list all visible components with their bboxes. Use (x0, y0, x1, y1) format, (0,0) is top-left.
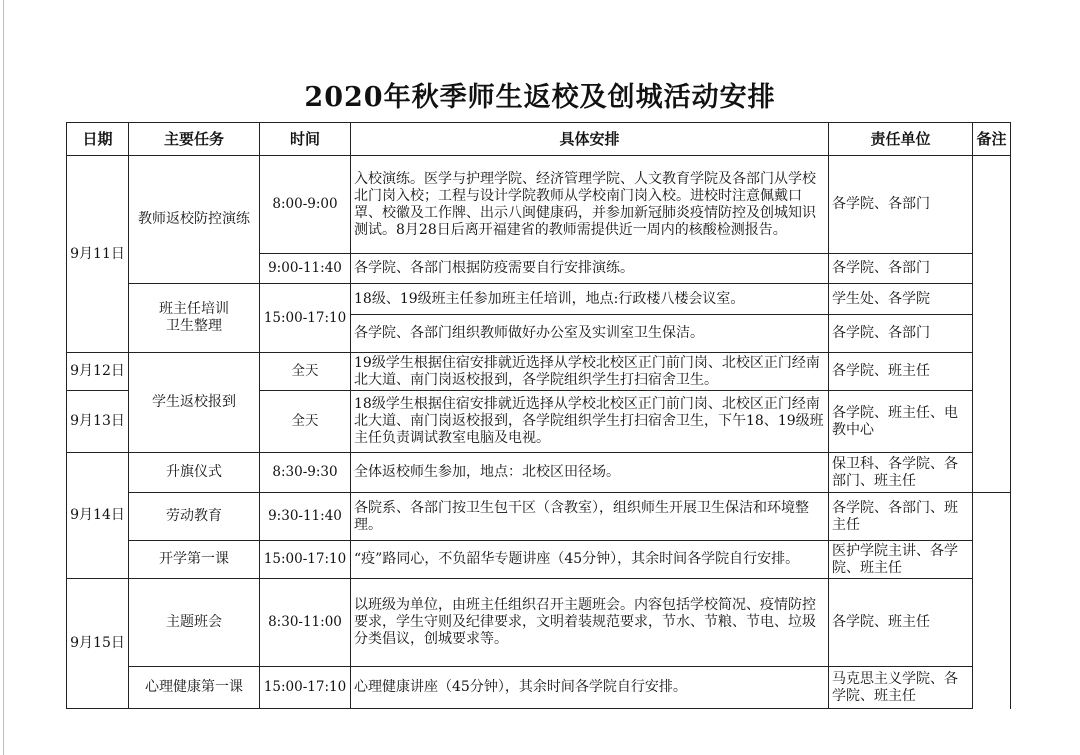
time-cell: 8:30-9:30 (260, 453, 351, 493)
detail-cell: 全体返校师生参加，地点：北校区田径场。 (351, 453, 829, 493)
unit-cell: 马克思主义学院、各学院、班主任 (829, 667, 973, 709)
task-cell: 教师返校防控演练 (129, 156, 260, 284)
table-row (67, 453, 1011, 493)
unit-cell: 各学院、班主任、电教中心 (829, 391, 973, 453)
task-cell: 升旗仪式 (129, 453, 260, 493)
header-date: 日期 (67, 123, 129, 156)
header-task: 主要任务 (129, 123, 260, 156)
time-cell: 全天 (260, 391, 351, 453)
detail-cell: 各院系、各部门按卫生包干区（含教室），组织师生开展卫生保洁和环境整理。 (351, 493, 829, 541)
detail-cell: 入校演练。医学与护理学院、经济管理学院、人文教育学院及各部门从学校北门岗入校；工程与设计学院教师从学校南门岗入校。进校时注意佩戴口罩、校徽及工作牌、出示八闽健康码，并参加新冠肺炎疫情防控及创城知识测试。8月28日后离开福建省的教师需提供近一周内的核酸检测报告。 (351, 156, 829, 254)
time-cell: 15:00-17:10 (260, 284, 351, 353)
unit-cell: 各学院、各部门、班主任 (829, 493, 973, 541)
detail-cell: 各学院、各部门根据防疫需要自行安排演练。 (351, 254, 829, 284)
unit-cell: 医护学院主讲、各学院、班主任 (829, 541, 973, 579)
table-row (67, 667, 1011, 709)
table-row (67, 579, 1011, 667)
time-cell: 15:00-17:10 (260, 667, 351, 709)
date-cell: 9月13日 (67, 391, 129, 453)
table-row (67, 541, 1011, 579)
time-cell: 8:30-11:00 (260, 579, 351, 667)
detail-cell: 心理健康讲座（45分钟），其余时间各学院自行安排。 (351, 667, 829, 709)
time-cell: 9:00-11:40 (260, 254, 351, 284)
table-row (67, 156, 1011, 254)
unit-cell: 各学院、各部门 (829, 156, 973, 254)
table-row (67, 284, 1011, 315)
unit-cell: 各学院、各部门 (829, 254, 973, 284)
task-cell: 劳动教育 (129, 493, 260, 541)
detail-cell: “疫”路同心，不负韶华专题讲座（45分钟），其余时间各学院自行安排。 (351, 541, 829, 579)
unit-cell: 各学院、班主任 (829, 579, 973, 667)
header-time: 时间 (260, 123, 351, 156)
detail-cell: 18级、19级班主任参加班主任培训，地点:行政楼八楼会议室。 (351, 284, 829, 315)
time-cell: 8:00-9:00 (260, 156, 351, 254)
task-line: 班主任培训 (159, 301, 229, 317)
detail-cell: 18级学生根据住宿安排就近选择从学校北校区正门前门岗、北校区正门经南北大道、南门岗返校报到，各学院组织学生打扫宿舍卫生，下午18、19级班主任负责调试教室电脑及电视。 (351, 391, 829, 453)
table-header-row (67, 123, 1011, 156)
unit-cell: 各学院、班主任 (829, 353, 973, 391)
task-cell: 心理健康第一课 (129, 667, 260, 709)
detail-cell: 各学院、各部门组织教师做好办公室及实训室卫生保洁。 (351, 315, 829, 353)
unit-cell: 各学院、各部门 (829, 315, 973, 353)
task-cell: 学生返校报到 (129, 353, 260, 453)
table-row (67, 353, 1011, 391)
unit-cell: 学生处、各学院 (829, 284, 973, 315)
time-cell: 15:00-17:10 (260, 541, 351, 579)
page-title: 2020年秋季师生返校及创城活动安排 (304, 82, 776, 113)
date-cell: 9月14日 (67, 453, 129, 579)
header-unit: 责任单位 (829, 123, 973, 156)
date-cell: 9月11日 (67, 156, 129, 353)
task-cell: 主题班会 (129, 579, 260, 667)
schedule-table (66, 122, 1011, 709)
note-cell-empty (973, 156, 1011, 493)
time-cell: 全天 (260, 353, 351, 391)
date-cell: 9月15日 (67, 579, 129, 709)
header-detail: 具体安排 (351, 123, 829, 156)
task-cell: 开学第一课 (129, 541, 260, 579)
task-line: 卫生整理 (166, 318, 222, 334)
date-cell: 9月12日 (67, 353, 129, 391)
detail-cell: 19级学生根据住宿安排就近选择从学校北校区正门前门岗、北校区正门经南北大道、南门岗返校报到，各学院组织学生打扫宿舍卫生。 (351, 353, 829, 391)
table-row (67, 493, 1011, 541)
detail-cell: 以班级为单位，由班主任组织召开主题班会。内容包括学校简况、疫情防控要求，学生守则及纪律要求，文明着装规范要求，节水、节粮、节电、垃圾分类倡议，创城要求等。 (351, 579, 829, 667)
task-cell (129, 284, 260, 353)
time-cell: 9:30-11:40 (260, 493, 351, 541)
header-note: 备注 (973, 123, 1011, 156)
unit-cell: 保卫科、各学院、各部门、班主任 (829, 453, 973, 493)
